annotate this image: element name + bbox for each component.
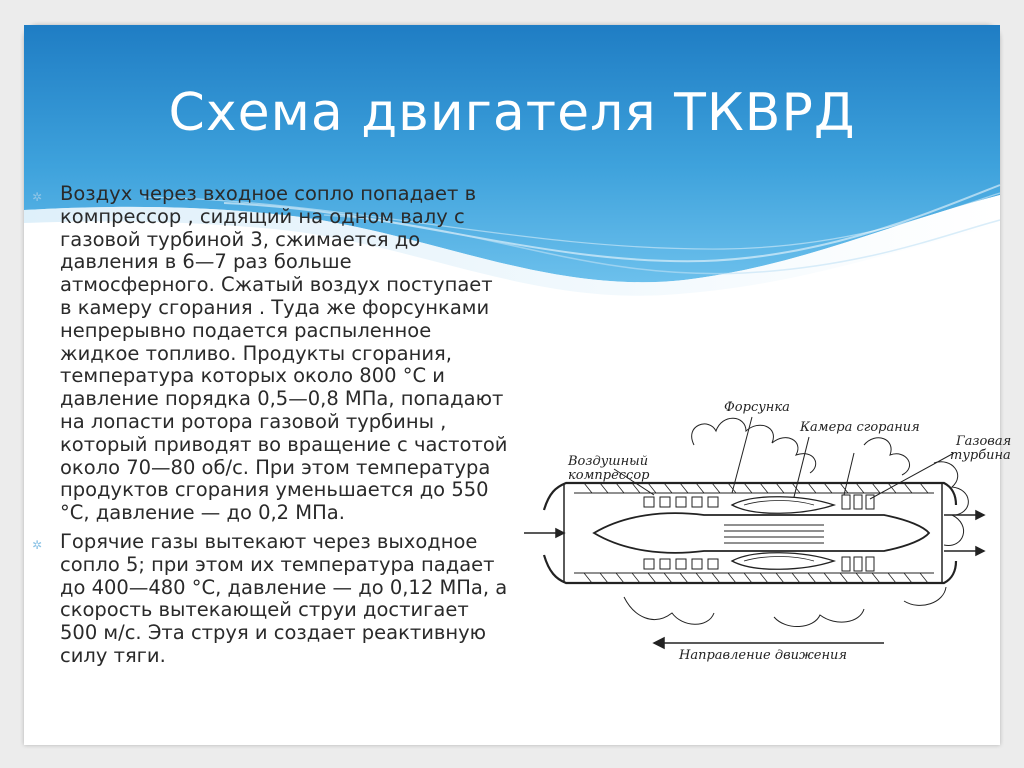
label-gas-turbine-1: Газовая: [956, 434, 1012, 449]
slide: [24, 25, 1012, 745]
label-direction: Направление движения: [679, 648, 848, 663]
paragraph-text: Горячие газы вытекают через выходное сопло 5; при этом их температура падает до 400—480 °С, давление — до 0,12 МПа, а скорость вытекающей струи достигает 500 м/с. Эта струя и создает реактивную силу тяги.: [60, 529, 508, 667]
engine-diagram: [504, 365, 1012, 695]
bullet-paragraph: [32, 183, 510, 525]
label-combustion-chamber: Камера сгорания: [800, 420, 920, 435]
paragraph-text: Воздух через входное сопло попадает в компрессор , сидящий на одном валу с газовой турбиной 3, сжимается до давления в 6—7 раз больше атмосферного. Сжатый воздух поступает в камеру сгорания . Туда же форсунками непрерывно подается распыленное жидкое топливо. Продукты сгорания, температура которых около 800 °С и давление порядка 0,5—0,8 МПа, попадают на лопасти ротора газовой турбины , который приводят во вращение с частотой около 70—80 об/с. При этом температура продуктов сгорания уменьшается до 550 °С, давление — до 0,2 МПа.: [60, 182, 508, 525]
label-air-compressor-2: компрессор: [568, 468, 650, 483]
bullet-star-icon: ✲: [32, 537, 43, 552]
label-injector: Форсунка: [724, 400, 790, 415]
slide-title: Схема двигателя ТКВРД: [168, 83, 856, 143]
label-air-compressor-1: Воздушный: [568, 454, 649, 469]
body-text: [32, 183, 510, 674]
bullet-star-icon: ✲: [32, 190, 43, 204]
bullet-paragraph: [32, 531, 510, 668]
label-gas-turbine-2: турбина: [950, 448, 1011, 463]
